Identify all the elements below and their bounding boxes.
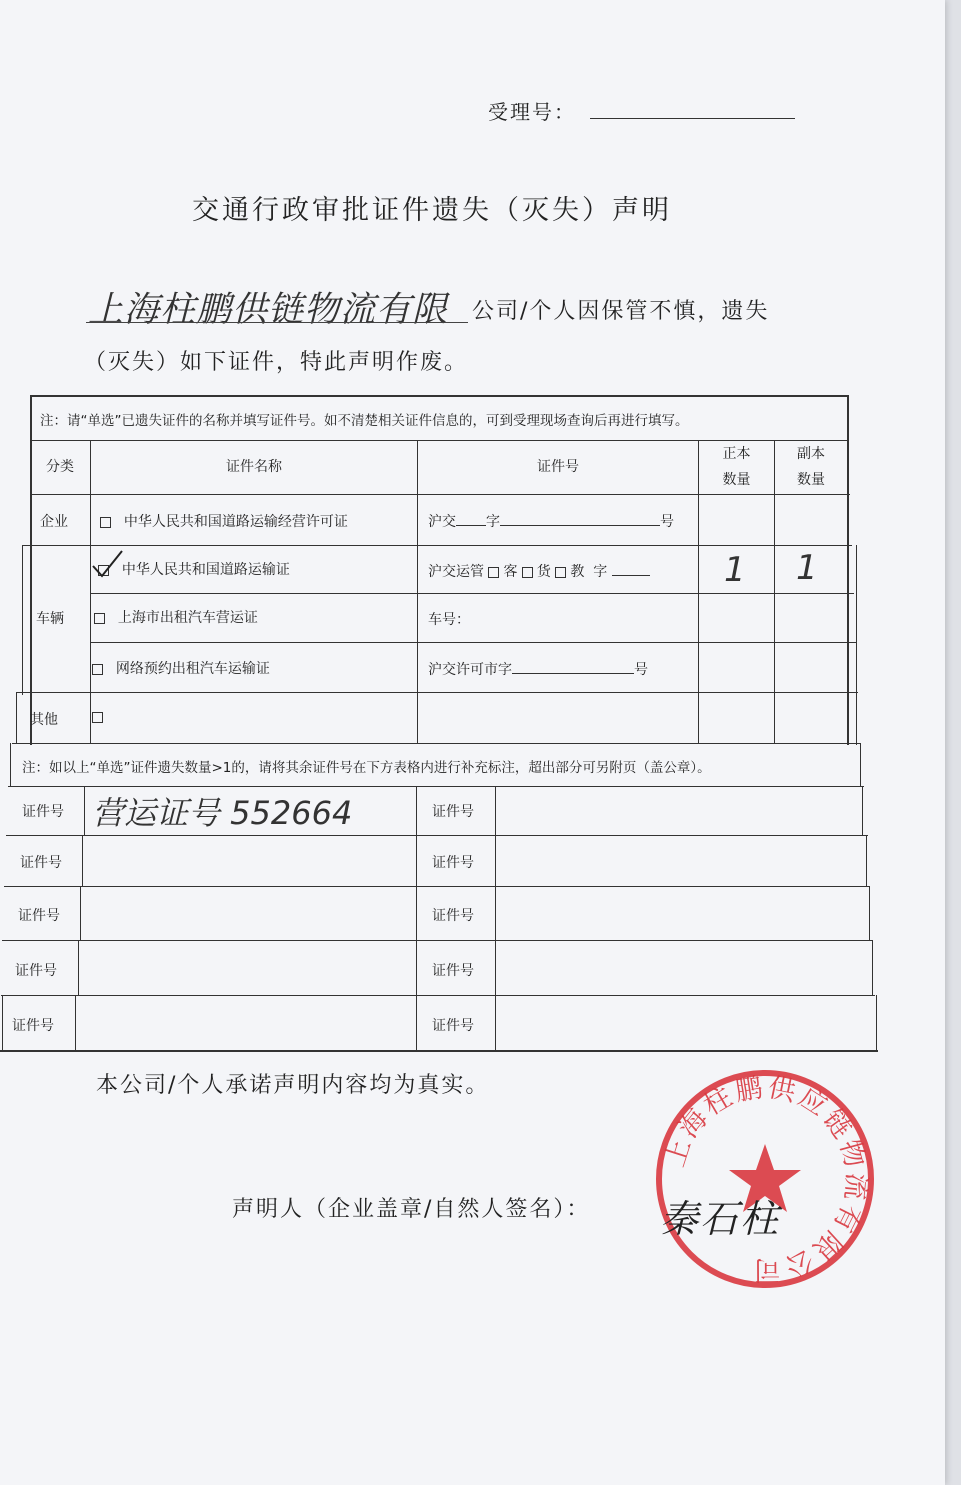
checkbox[interactable] <box>100 517 111 528</box>
extra-cert-label: 证件号 <box>432 855 474 871</box>
copy-qty-handwritten: 1 <box>796 548 818 588</box>
list-item: 中华人民共和国道路运输经营许可证 <box>100 511 348 531</box>
extra-cert-label: 证件号 <box>432 804 474 820</box>
cert-no-field: 沪交许可市字 号 <box>428 662 648 678</box>
header-original-qty: 正本 数量 <box>722 446 751 488</box>
category-other: 其他 <box>30 712 58 728</box>
document-title: 交通行政审批证件遗失（灭失）声明 <box>192 195 672 226</box>
header-copy-qty: 副本 数量 <box>797 446 825 488</box>
company-seal-icon <box>652 1066 878 1292</box>
extra-cert-label: 证件号 <box>18 908 60 924</box>
promise-statement: 本公司/个人承诺声明内容均为真实。 <box>96 1073 490 1098</box>
table-note-bottom: 注：如以上“单选”证件遗失数量>1的，请将其余证件号在下方表格内进行补充标注，超出部分可另附页（盖公章）。 <box>22 760 711 776</box>
handwritten-signature: 秦石柱 <box>660 1197 781 1241</box>
list-item: 上海市出租汽车营运证 <box>94 607 258 627</box>
list-item: 中华人民共和国道路运输证 <box>98 559 290 579</box>
statement-line-1: 公司/个人因保管不慎，遗失 <box>472 299 770 324</box>
category-enterprise: 企业 <box>40 514 68 530</box>
extra-cert-label: 证件号 <box>15 963 57 979</box>
cert-no-field: 车号： <box>428 612 470 628</box>
checkbox[interactable] <box>92 712 103 723</box>
extra-cert-label: 证件号 <box>432 963 474 979</box>
cert-no-field: 沪交 字 号 <box>428 514 674 530</box>
original-qty-handwritten: 1 <box>724 550 746 590</box>
statement-line-2: （灭失）如下证件，特此声明作废。 <box>84 350 469 375</box>
checkbox[interactable] <box>94 613 105 624</box>
seal-text: 上海柱鹏供应链物流有限公司 <box>659 1071 872 1286</box>
declarer-label: 声明人（企业盖章/自然人签名）： <box>232 1197 591 1222</box>
table-note-top: 注：请“单选”已遗失证件的名称并填写证件号。如不清楚相关证件信息的，可到受理现场查询后再进行填写。 <box>40 413 689 429</box>
extra-cert-label: 证件号 <box>22 804 64 820</box>
header-category: 分类 <box>46 459 74 475</box>
company-name-underline <box>86 322 468 323</box>
company-name-handwritten: 上海柱鹏供链物流有限 <box>88 290 449 330</box>
extra-cert-label: 证件号 <box>432 1018 474 1034</box>
extra-cert-label: 证件号 <box>12 1018 54 1034</box>
category-vehicle: 车辆 <box>36 611 64 627</box>
checkbox[interactable] <box>92 664 103 675</box>
checkmark-icon <box>90 548 126 582</box>
extra-cert-value-handwritten: 营运证号 552664 <box>92 794 353 832</box>
list-item <box>92 709 107 725</box>
acceptance-number-label: 受理号： <box>488 100 576 124</box>
list-item: 网络预约出租汽车运输证 <box>92 658 270 678</box>
extra-cert-label: 证件号 <box>20 855 62 871</box>
acceptance-number-field <box>590 118 795 119</box>
cert-no-field: 沪交运管 客 货 教 字 <box>428 561 650 581</box>
header-cert-name: 证件名称 <box>226 459 282 475</box>
extra-cert-label: 证件号 <box>432 908 474 924</box>
header-cert-no: 证件号 <box>537 459 579 475</box>
